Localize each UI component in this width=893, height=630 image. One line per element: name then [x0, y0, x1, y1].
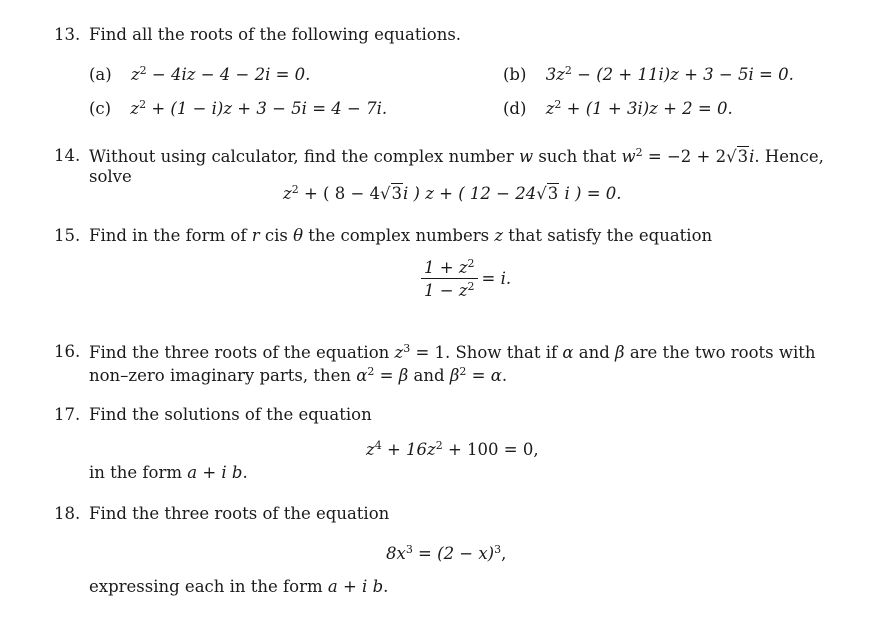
problem-18-display-equation: $8x^3 = (2 - x)^3$, — [386, 543, 507, 563]
problem-13-number: 13. — [54, 25, 81, 44]
problem-17-after: in the form a + i b. — [89, 463, 248, 482]
problem-13-text: Find all the roots of the following equations. — [89, 25, 462, 44]
fraction: $\frac{1 + z^2}{1 - z^2}$ — [421, 257, 478, 300]
part-label: (a) — [89, 65, 112, 84]
equation: $z^2 - 4iz - 4 - 2i = 0$. — [130, 64, 311, 84]
problem-14-display-equation: $z^2$ + ( 8 − 4√3i ) z + ( 12 − 24√3 i ) = 0. — [283, 183, 622, 203]
equation: $3z^2 - (2 + 11i)z + 3 - 5i = 0$. — [545, 64, 794, 84]
problem-18-text: Find the three roots of the equation — [89, 504, 390, 523]
problem-16-line2: non–zero imaginary parts, then $\alpha^2 = \beta$ and $\beta^2 = \alpha$. — [89, 365, 508, 385]
part-label: (d) — [503, 99, 527, 118]
problem-18-after: expressing each in the form a + i b. — [89, 577, 389, 596]
problem-13b — [503, 64, 794, 84]
problem-17-text: Find the solutions of the equation — [89, 405, 372, 424]
problem-14-line2: solve — [89, 167, 132, 186]
equation: $z^2 + (1 - i)z + 3 - 5i = 4 - 7i$. — [130, 98, 388, 118]
problem-15-text: Find in the form of r cis θ the complex numbers z that satisfy the equation — [89, 226, 713, 245]
problem-17-display-equation: $z^4 + 16z^2 + 100 = 0$, — [366, 439, 539, 459]
equation: $z^2 + (1 + 3i)z + 2 = 0$. — [545, 98, 733, 118]
problem-17-number: 17. — [54, 405, 81, 424]
problem-15-number: 15. — [54, 226, 81, 245]
part-label: (b) — [503, 65, 527, 84]
problem-15-fraction-equation: $\frac{1 + z^2}{1 - z^2}$ = i. — [421, 257, 511, 300]
problem-14-line1: Without using calculator, find the complex number w such that $w^2 = -2 + 2√3i$. Hence, — [89, 146, 824, 166]
problem-16-number: 16. — [54, 342, 81, 361]
problem-14-number: 14. — [54, 146, 81, 165]
problem-13c — [89, 98, 387, 118]
problem-18-number: 18. — [54, 504, 81, 523]
part-label: (c) — [89, 99, 112, 118]
problem-13d — [503, 98, 733, 118]
problem-16-line1: Find the three roots of the equation $z^3 = 1$. Show that if α and β are the two roots with — [89, 342, 816, 362]
problem-13a — [89, 64, 310, 84]
